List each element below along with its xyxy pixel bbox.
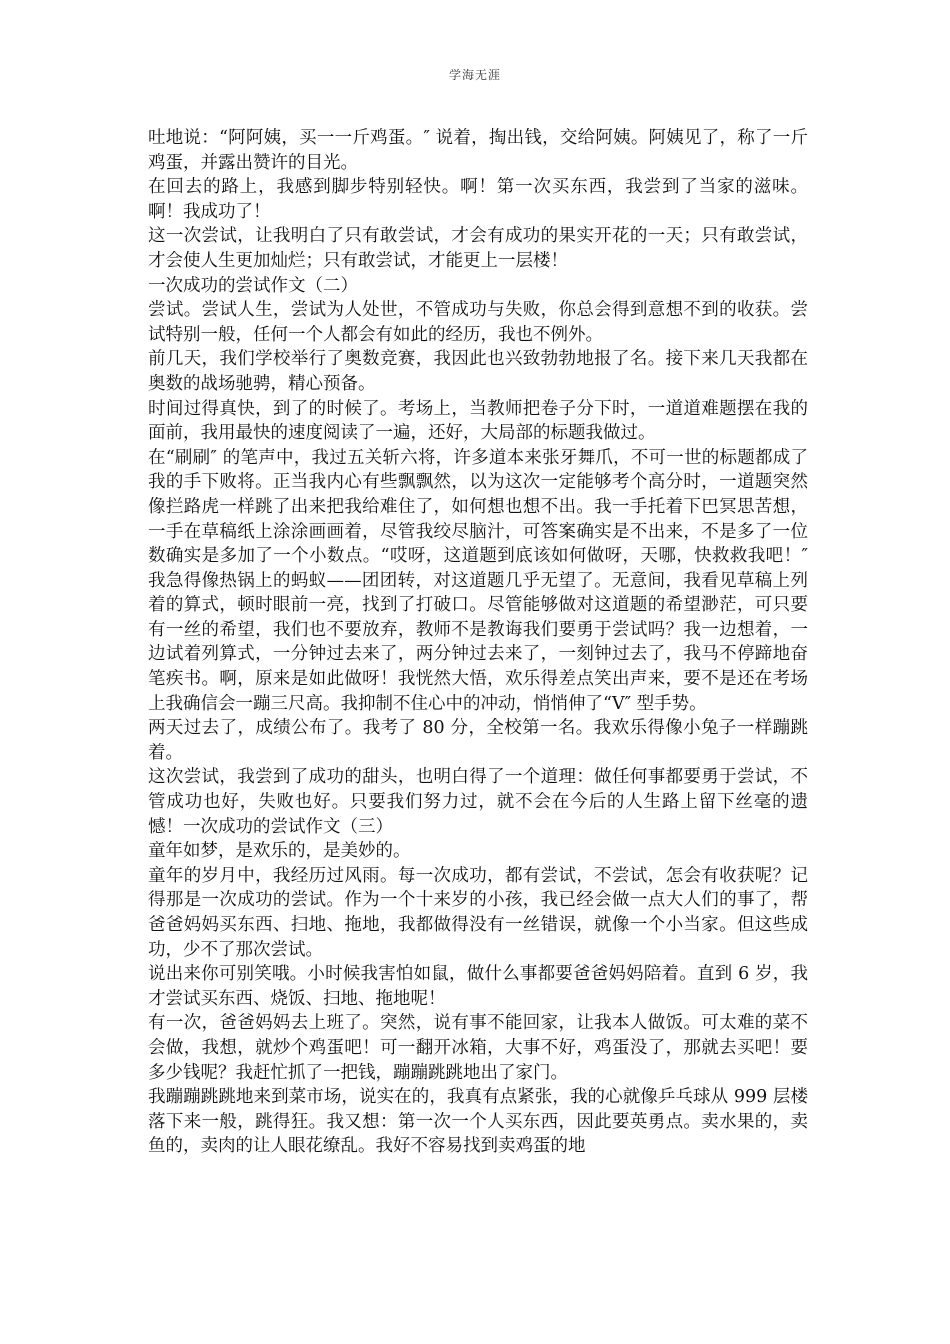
paragraph: 说出来你可别笑哦。小时候我害怕如鼠，做什么事都要爸爸妈妈陪着。直到 6 岁，我才尝试买东西、烧饭、扫地、拖地呢！ <box>148 964 808 1009</box>
paragraph: 时间过得真快，到了的时候了。考场上，当教师把卷子分下时，一道道难题摆在我的面前，我用最快的速度阅读了一遍，还好，大局部的标题我做过。 <box>148 398 808 444</box>
paragraph: 这次尝试，我尝到了成功的甜头，也明白得了一个道理：做任何事都要勇于尝试，不管成功也好，失败也好。只要我们努力过，就不会在今后的人生路上留下丝毫的遗憾！一次成功的尝试作文（三） <box>148 767 808 837</box>
paragraph: 吐地说：“阿阿姨，买一一斤鸡蛋。″ 说着，掏出钱，交给阿姨。阿姨见了，称了一斤鸡蛋，并露出赞许的目光。 <box>148 128 808 173</box>
paragraph: 童年的岁月中，我经历过风雨。每一次成功，都有尝试，不尝试，怎会有收获呢？记得那是一次成功的尝试。作为一个十来岁的小孩，我已经会做一点大人们的事了，帮爸爸妈妈买东西、扫地、拖地，我都做得没有一丝错误，就像一个小当家。但这些成功，少不了那次尝试。 <box>148 865 808 960</box>
paragraph: 在回去的路上，我感到脚步特别轻快。啊！第一次买东西，我尝到了当家的滋味。啊！我成功了！ <box>148 177 808 222</box>
page-header: 学海无涯 <box>448 68 501 82</box>
paragraph: 有一次，爸爸妈妈去上班了。突然，说有事不能回家，让我本人做饭。可太难的菜不会做，我想，就炒个鸡蛋吧！可一翻开冰箱，大事不好，鸡蛋没了，那就去买吧！要多少钱呢？我赶忙抓了一把钱，蹦蹦跳跳地出了家门。 <box>148 1013 808 1083</box>
paragraph: 这一次尝试，让我明白了只有敢尝试，才会有成功的果实开花的一天；只有敢尝试，才会使人生更加灿烂；只有敢尝试，才能更上一层楼！ <box>148 226 808 271</box>
paragraph: 前几天，我们学校举行了奥数竞赛，我因此也兴致勃勃地报了名。接下来几天我都在奥数的战场驰骋，精心预备。 <box>148 349 808 394</box>
paragraph: 童年如梦，是欢乐的，是美妙的。 <box>148 841 411 862</box>
section-heading: 一次成功的尝试作文（二） <box>148 275 358 296</box>
paragraph: 我蹦蹦跳跳地来到菜市场，说实在的，我真有点紧张，我的心就像乒乓球从 999 层楼落下来一般，跳得狂。我又想：第一次一个人买东西，因此要英勇点。卖水果的，卖鱼的，卖肉的让人眼花缭乱。我好不容易找到卖鸡蛋的地 <box>148 1087 808 1157</box>
paragraph: 尝试。尝试人生，尝试为人处世，不管成功与失败，你总会得到意想不到的收获。尝试特别一般，任何一个人都会有如此的经历，我也不例外。 <box>148 300 808 345</box>
article-body <box>148 126 808 1159</box>
paragraph: 两天过去了，成绩公布了。我考了 80 分，全校第一名。我欢乐得像小兔子一样蹦跳着。 <box>148 718 808 763</box>
paragraph: 在“刷刷″ 的笔声中，我过五关斩六将，许多道本来张牙舞爪，不可一世的标题都成了我的手下败将。正当我内心有些飘飘然，以为这次一定能够考个高分时，一道题突然像拦路虎一样跳了出来把我给难住了，如何想也想不出。我一手托着下巴冥思苦想，一手在草稿纸上涂涂画画着，尽管我绞尽脑汁，可答案确实是不出来，不是多了一位数确实是多加了一个小数点。“哎呀，这道题到底该如何做呀，天哪，快救救我吧！″ 我急得像热锅上的蚂蚁——团团转，对这道题几乎无望了。无意间，我看见草稿上列着的算式，顿时眼前一亮，找到了打破口。尽管能够做对这道题的希望渺茫，可只要有一丝的希望，我们也不要放弃，教师不是教诲我们要勇于尝试吗？我一边想着，一边试着列算式，一分钟过去来了，两分钟过去来了，一刻钟过去了，我马不停蹄地奋笔疾书。啊，原来是如此做呀！我恍然大悟，欢乐得差点笑出声来，要不是还在考场上我确信会一蹦三尺高。我抑制不住心中的冲动，悄悄伸了“V″ 型手势。 <box>148 447 808 714</box>
